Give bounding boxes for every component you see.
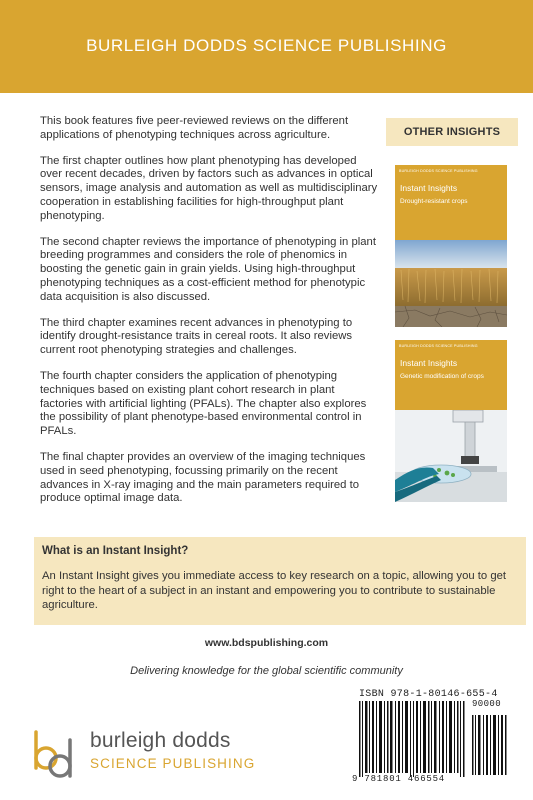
description-paragraph: This book features five peer-reviewed reviews on the different applications of phenotyping techniques across agriculture. [40, 115, 349, 141]
barcode-number: 9 781801 466554 [352, 774, 446, 784]
header-banner [0, 0, 533, 93]
description-paragraph: The third chapter examines recent advances in phenotyping to identify drought-resistance traits in cereal roots. It also reviews current root phenotyping strategies and challenges. [40, 316, 353, 357]
cover-series: Instant Insights [400, 358, 458, 368]
tagline: Delivering knowledge for the global scientific community [130, 665, 403, 677]
cover-drought-resistant-crops[interactable] [395, 165, 507, 327]
publisher-title: BURLEIGH DODDS SCIENCE PUBLISHING [86, 36, 447, 55]
logo-subtitle: SCIENCE PUBLISHING [90, 756, 256, 771]
cover-genetic-modification-of-crops[interactable] [395, 340, 507, 502]
book-description [40, 115, 380, 518]
wheat-field-image [395, 240, 507, 327]
insight-description: An Instant Insight gives you immediate access to key research on a topic, allowing you to get right to the heart of a subject in an instant and empowering you to contribute to sustainable agriculture. [42, 570, 507, 611]
cover-publisher: BURLEIGH DODDS SCIENCE PUBLISHING [399, 169, 478, 173]
description-paragraph: The final chapter provides an overview of the imaging techniques used in seed phenotyping, focussing primarily on the recent advances in X-ray imaging and the main parameters required to produce optimal image data. [40, 450, 366, 505]
cover-publisher: BURLEIGH DODDS SCIENCE PUBLISHING [399, 344, 478, 348]
insight-heading: What is an Instant Insight? [42, 545, 189, 557]
description-paragraph: The second chapter reviews the importance of phenotyping in plant breeding programmes and considers the role of phenomics in boosting the genetic gain in grain yields. Using high-throughput phenotyping techniques as a cost-efficient method for phenotypic data acquisition is also discussed. [40, 235, 376, 303]
description-paragraph: The fourth chapter considers the application of phenotyping techniques based on existing plant cohort research in plant factories with artificial lighting (PFALs). The chapter also explores the possibility of plant phenotype-based environmental control in PFALs. [40, 369, 367, 438]
bd-logo-icon [30, 728, 82, 780]
price-code: 90000 [472, 699, 502, 709]
cover-series: Instant Insights [400, 183, 458, 193]
isbn-text: ISBN 978-1-80146-655-4 [359, 689, 498, 700]
cover-subtitle: Genetic modification of crops [400, 373, 484, 380]
website-link[interactable]: www.bdspublishing.com [204, 637, 329, 649]
description-paragraph: The first chapter outlines how plant phenotyping has developed over recent decades, driven by factors such as advances in optical sensors, image analysis and automation as well as multidisciplinary cooperation in establishing facilities for high-throughput plant phenotyping. [40, 154, 378, 222]
cover-subtitle: Drought-resistant crops [400, 198, 468, 205]
instant-insight-panel [34, 537, 526, 625]
barcode-image [359, 701, 509, 781]
other-insights-label: OTHER INSIGHTS [386, 118, 518, 146]
logo-wordmark: burleigh dodds [90, 729, 231, 752]
microscope-image [395, 410, 507, 502]
